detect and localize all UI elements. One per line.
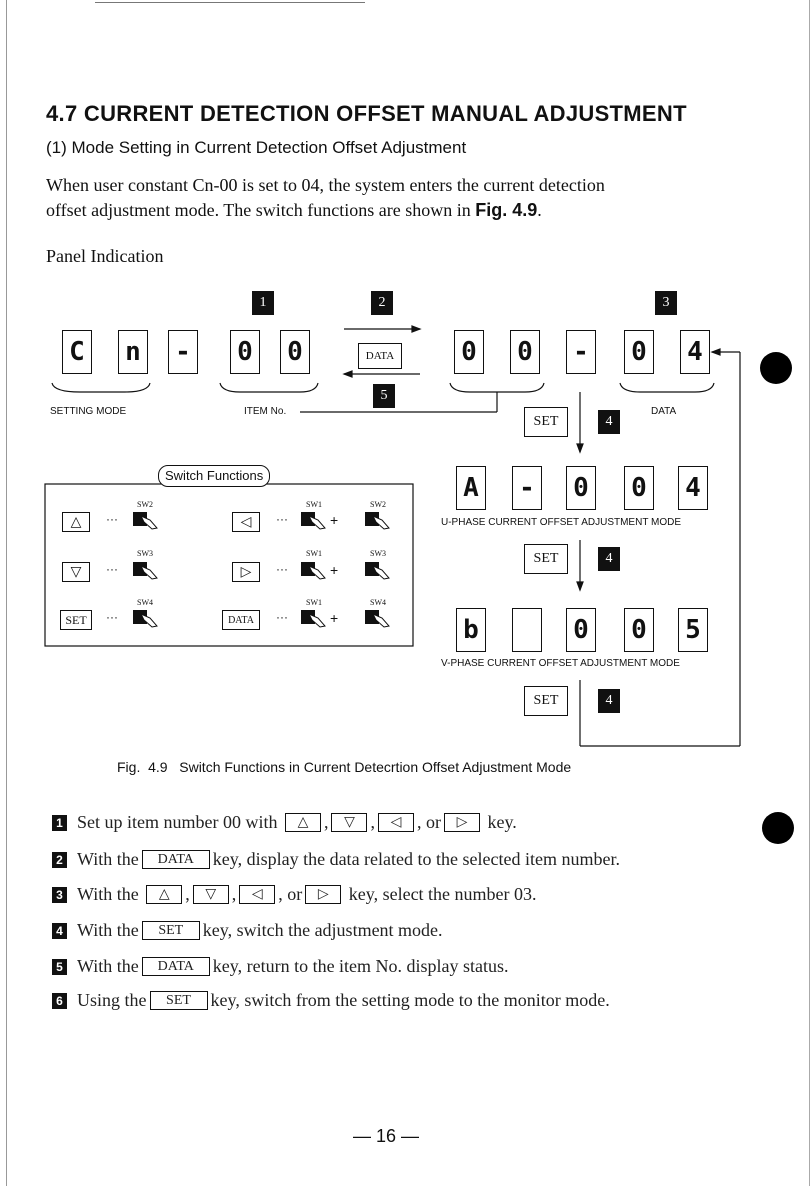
display-digit: 5	[678, 608, 708, 652]
sw-label: SW4	[137, 598, 153, 607]
press-switch-icon	[300, 558, 326, 580]
separator: ,	[323, 812, 329, 832]
arrow-back-head	[344, 371, 352, 377]
sw-label: SW2	[137, 500, 153, 509]
ellipsis: ···	[106, 512, 118, 526]
display-digit: A	[456, 466, 486, 510]
plus-sign: +	[330, 512, 339, 528]
step-text: key, select the number 03.	[348, 884, 537, 904]
step-item	[52, 812, 517, 833]
display-digit: 0	[624, 466, 654, 510]
step-item	[52, 849, 620, 870]
switch-functions-title: Switch Functions	[158, 465, 270, 487]
step-item	[52, 990, 610, 1011]
left-key[interactable]: ◁	[232, 512, 260, 532]
loop-head	[712, 349, 720, 355]
right-key[interactable]: ▷	[232, 562, 260, 582]
set-key[interactable]: SET	[524, 407, 568, 437]
display-digit: 0	[566, 466, 596, 510]
display-digit: -	[168, 330, 198, 374]
sw-label: SW2	[370, 500, 386, 509]
u-phase-label: U-PHASE CURRENT OFFSET ADJUSTMENT MODE	[441, 517, 682, 528]
data-key[interactable]: DATA	[142, 957, 210, 976]
set-flow-head-2	[577, 582, 583, 590]
plus-sign: +	[330, 562, 339, 578]
display-digit: 4	[680, 330, 710, 374]
press-switch-icon	[300, 606, 326, 628]
ellipsis: ···	[276, 512, 288, 526]
arrow-forward-head	[412, 326, 420, 332]
set-key-u[interactable]: SET	[524, 544, 568, 574]
set-key[interactable]: SET	[150, 991, 208, 1010]
step-text: Using the	[77, 990, 147, 1010]
display-digit: 0	[624, 608, 654, 652]
step-number: 1	[52, 815, 67, 831]
step-number: 6	[52, 993, 67, 1009]
set-key[interactable]: SET	[142, 921, 200, 940]
ellipsis: ···	[276, 562, 288, 576]
step-item	[52, 920, 443, 941]
step-text: key, switch from the setting mode to the monitor mode.	[210, 990, 610, 1010]
down-key[interactable]: ▽	[331, 813, 367, 832]
display-digit: C	[62, 330, 92, 374]
step-text: Set up item number 00 with	[77, 812, 278, 832]
display-digit: 0	[454, 330, 484, 374]
data-key-switch[interactable]: DATA	[222, 610, 260, 630]
figure-caption: Fig. 4.9 Switch Functions in Current Detecrtion Offset Adjustment Mode	[117, 759, 572, 775]
separator: or	[287, 884, 303, 904]
press-switch-icon	[364, 606, 390, 628]
separator: or	[425, 812, 441, 832]
brace-item-top	[450, 383, 544, 392]
display-digit: 4	[678, 466, 708, 510]
left-key[interactable]: ◁	[378, 813, 414, 832]
separator: ,	[185, 884, 190, 904]
panel-indication-label: Panel Indication	[46, 246, 164, 266]
separator: ,	[370, 812, 375, 832]
display-digit	[512, 608, 542, 652]
step-number: 2	[52, 852, 67, 868]
intro-line-2-end: .	[537, 200, 542, 220]
separator: ,	[278, 884, 283, 904]
binding-hole-bottom	[762, 812, 794, 844]
section-title: 4.7 CURRENT DETECTION OFFSET MANUAL ADJUSTMENT	[46, 101, 687, 126]
v-phase-label: V-PHASE CURRENT OFFSET ADJUSTMENT MODE	[441, 658, 680, 669]
step-badge-2: 2	[371, 291, 393, 315]
setting-mode-label: SETTING MODE	[50, 406, 127, 417]
figure-reference: Fig. 4.9	[475, 200, 538, 220]
up-key[interactable]: △	[62, 512, 90, 532]
step-badge-4: 4	[598, 410, 620, 434]
step-badge-4: 4	[598, 547, 620, 571]
set-flow-head	[577, 444, 583, 452]
display-digit: b	[456, 608, 486, 652]
display-digit: n	[118, 330, 148, 374]
data-key[interactable]: DATA	[358, 343, 402, 369]
display-digit: -	[566, 330, 596, 374]
press-switch-icon	[364, 508, 390, 530]
sw-label: SW3	[370, 549, 386, 558]
step-text: With the	[77, 849, 139, 869]
sw-label: SW1	[306, 549, 322, 558]
down-key[interactable]: ▽	[62, 562, 90, 582]
sw-label: SW4	[370, 598, 386, 607]
display-digit: 0	[566, 608, 596, 652]
brace-data	[620, 383, 714, 392]
set-key-v[interactable]: SET	[524, 686, 568, 716]
step-text: With the	[77, 884, 139, 904]
item-no-label: ITEM No.	[244, 406, 287, 417]
sw-label: SW1	[306, 500, 322, 509]
display-digit: 0	[280, 330, 310, 374]
step-item	[52, 956, 509, 977]
left-key[interactable]: ◁	[239, 885, 275, 904]
step-number: 3	[52, 887, 67, 903]
plus-sign: +	[330, 610, 339, 626]
ellipsis: ···	[106, 562, 118, 576]
display-digit: 0	[624, 330, 654, 374]
right-key[interactable]: ▷	[444, 813, 480, 832]
down-key[interactable]: ▽	[193, 885, 229, 904]
display-digit: -	[512, 466, 542, 510]
step-text: key, display the data related to the selected item number.	[212, 849, 620, 869]
ellipsis: ···	[276, 610, 288, 624]
set-key-switch[interactable]: SET	[60, 610, 92, 630]
intro-line-2-text: offset adjustment mode. The switch functions are shown in	[46, 200, 476, 220]
up-key[interactable]: △	[146, 885, 182, 904]
step-text: key, switch the adjustment mode.	[202, 920, 443, 940]
step-badge-5: 5	[373, 384, 395, 408]
step-badge-4: 4	[598, 689, 620, 713]
step-badge-3: 3	[655, 291, 677, 315]
press-switch-icon	[132, 606, 158, 628]
step-number: 4	[52, 923, 67, 939]
brace-setting-mode	[52, 383, 150, 392]
step-text: key, return to the item No. display status.	[212, 956, 509, 976]
step-item	[52, 884, 537, 905]
step-text: key.	[487, 812, 517, 832]
display-digit: 0	[510, 330, 540, 374]
press-switch-icon	[300, 508, 326, 530]
right-key[interactable]: ▷	[305, 885, 341, 904]
up-key[interactable]: △	[285, 813, 321, 832]
press-switch-icon	[132, 558, 158, 580]
separator: ,	[416, 812, 422, 832]
press-switch-icon	[364, 558, 390, 580]
data-key[interactable]: DATA	[142, 850, 210, 869]
step-number: 5	[52, 959, 67, 975]
step-badge-1: 1	[252, 291, 274, 315]
page-number: — 16 —	[353, 1126, 420, 1146]
data-label: DATA	[651, 406, 677, 417]
section-subtitle: (1) Mode Setting in Current Detection Offset Adjustment	[46, 138, 467, 157]
brace-item-no	[220, 383, 318, 392]
ellipsis: ···	[106, 610, 118, 624]
intro-line-1: When user constant Cn-00 is set to 04, the system enters the current detection	[46, 175, 605, 195]
sw-label: SW3	[137, 549, 153, 558]
step-text: With the	[77, 956, 139, 976]
sw-label: SW1	[306, 598, 322, 607]
press-switch-icon	[132, 508, 158, 530]
separator: ,	[231, 884, 237, 904]
display-digit: 0	[230, 330, 260, 374]
step-text: With the	[77, 920, 139, 940]
